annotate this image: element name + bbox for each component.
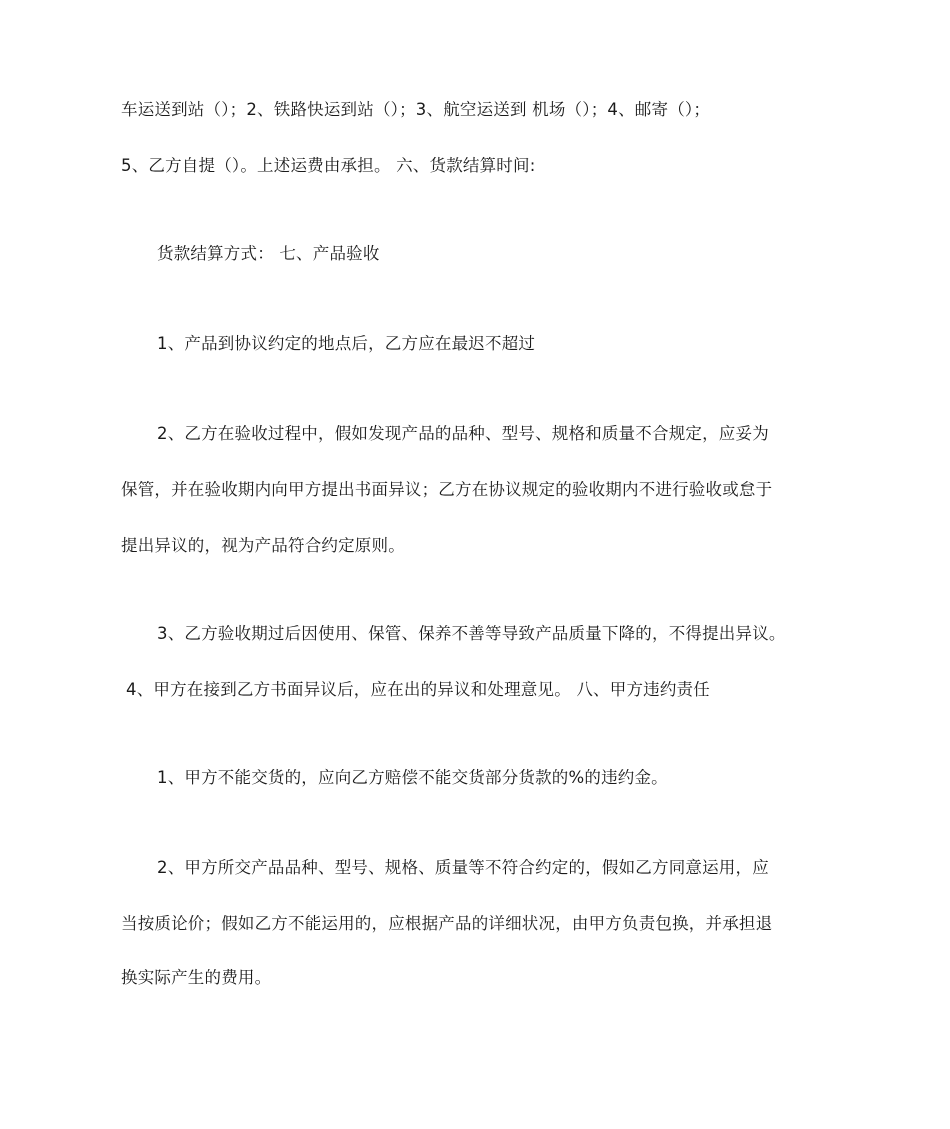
text-line-12: 当按质论价；假如乙方不能运用的，应根据产品的详细状况，由甲方负责包换，并承担退 [121,914,773,933]
text-line-4: 1、产品到协议约定的地点后，乙方应在最迟不超过 [157,334,536,353]
text-line-7: 提出异议的，视为产品符合约定原则。 [121,536,405,555]
text-line-11: 2、甲方所交产品品种、型号、规格、质量等不符合约定的，假如乙方同意运用，应 [157,858,769,877]
text-line-6: 保管，并在验收期内向甲方提出书面异议；乙方在协议规定的验收期内不进行验收或怠于 [121,480,773,499]
text-line-3: 货款结算方式： 七、产品验收 [157,244,380,263]
text-line-1: 车运送到站（）；2、铁路快运到站（）；3、航空运送到 机场（）；4、邮寄（）； [121,100,711,119]
text-line-5: 2、乙方在验收过程中，假如发现产品的品种、型号、规格和质量不合规定，应妥为 [157,424,769,443]
text-line-10: 1、甲方不能交货的，应向乙方赔偿不能交货部分货款的%的违约金。 [157,768,668,787]
text-line-13: 换实际产生的费用。 [121,968,272,987]
text-line-9: 4、甲方在接到乙方书面异议后，应在出的异议和处理意见。 八、甲方违约责任 [126,680,710,699]
text-line-8: 3、乙方验收期过后因使用、保管、保养不善等导致产品质量下降的，不得提出异议。 [157,624,786,643]
text-line-2: 5、乙方自提（）。上述运费由承担。 六、货款结算时间: [121,156,536,175]
